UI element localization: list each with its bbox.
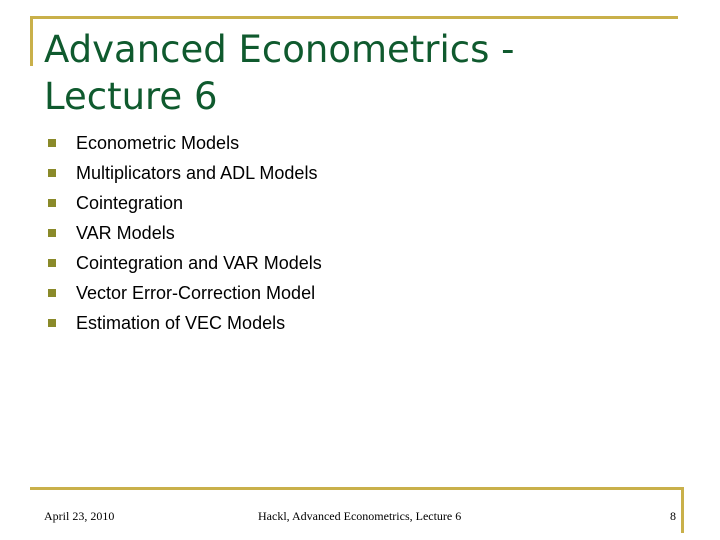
slide-title-line-1: Advanced Econometrics - xyxy=(44,28,515,71)
bullet-text: Econometric Models xyxy=(76,133,240,153)
bullet-item-multiplicators-adl xyxy=(46,158,322,188)
bullet-item-var-models xyxy=(46,218,322,248)
bullet-item-estimation-vec xyxy=(46,308,322,338)
title-frame-top-border xyxy=(30,16,678,19)
slide-title-line-2: Lecture 6 xyxy=(44,75,218,118)
bullet-text: VAR Models xyxy=(76,223,175,243)
page-number: 8 xyxy=(670,509,676,523)
bullet-text: Multiplicators and ADL Models xyxy=(76,163,318,183)
square-bullet-icon xyxy=(48,169,56,177)
bullet-list xyxy=(46,128,322,338)
square-bullet-icon xyxy=(48,199,56,207)
square-bullet-icon xyxy=(48,319,56,327)
footer-author-course: Hackl, Advanced Econometrics, Lecture 6 xyxy=(258,509,462,523)
square-bullet-icon xyxy=(48,259,56,267)
square-bullet-icon xyxy=(48,139,56,147)
bullet-item-cointegration-var xyxy=(46,248,322,278)
bullet-text: Cointegration xyxy=(76,193,184,213)
footer-date: April 23, 2010 xyxy=(44,509,115,523)
slide-title xyxy=(44,26,684,120)
bullet-item-cointegration xyxy=(46,188,322,218)
square-bullet-icon xyxy=(48,289,56,297)
bullet-item-econometric-models xyxy=(46,128,322,158)
bullet-text: Vector Error-Correction Model xyxy=(76,283,316,303)
square-bullet-icon xyxy=(48,229,56,237)
bullet-item-vector-error-correction xyxy=(46,278,322,308)
footer-frame-right-border xyxy=(681,487,684,533)
bullet-text: Cointegration and VAR Models xyxy=(76,253,322,273)
title-frame-left-border xyxy=(30,16,33,66)
footer-divider xyxy=(30,487,683,490)
bullet-text: Estimation of VEC Models xyxy=(76,313,286,333)
